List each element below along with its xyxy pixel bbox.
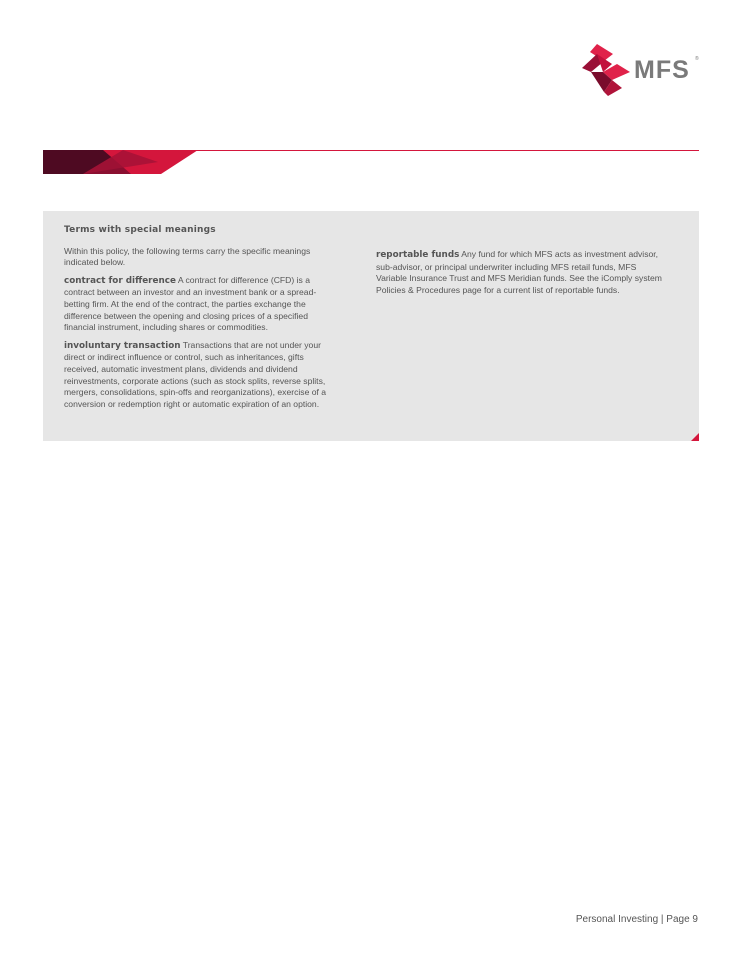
page-footer: Personal Investing | Page 9 xyxy=(575,914,698,925)
definitions-right-column xyxy=(376,249,666,302)
definitions-panel xyxy=(43,211,699,441)
mfs-logo-mark-icon xyxy=(582,44,632,96)
definition-item xyxy=(64,340,340,411)
definitions-left-column xyxy=(64,225,340,416)
definition-term: contract for difference xyxy=(64,275,176,286)
definition-text: Any fund for which MFS acts as investment advisor, sub-advisor, or principal underwriter including MFS retail funds, MFS Variable Insurance Trust and MFS Meridian funds. See the iComply system Policies & Procedures page for a current list of reportable funds. xyxy=(376,249,662,295)
intro-text: Within this policy, the following terms carry the specific meanings indicated below. xyxy=(64,245,311,268)
definition-text: Transactions that are not under your direct or indirect influence or control, such as inheritances, gifts received, automatic investment plans, dividends and dividend reinvestments, corporate actions (such as stock splits, reverse splits, mergers, consolidations, spin-offs and reorganizations), exercise of a conversion or redemption right or automatic expiration of an option. xyxy=(64,339,327,409)
logo-wordmark: MFS xyxy=(634,56,690,84)
definition-text: A contract for difference (CFD) is a contract between an investor and an investment bank or a spread-betting firm. At the end of the contract, the parties exchange the difference between the opening and closing prices of a specified financial instrument, including shares or commodities. xyxy=(64,274,317,333)
corner-triangle-icon xyxy=(691,433,699,441)
header-banner xyxy=(43,150,699,174)
panel-heading: Terms with special meanings xyxy=(64,225,216,235)
definition-item xyxy=(376,249,666,296)
definition-term: involuntary transaction xyxy=(64,340,181,351)
definition-term: reportable funds xyxy=(376,250,460,260)
mfs-logo xyxy=(582,44,702,96)
logo-trademark: ® xyxy=(695,56,699,62)
definition-item xyxy=(64,275,340,334)
